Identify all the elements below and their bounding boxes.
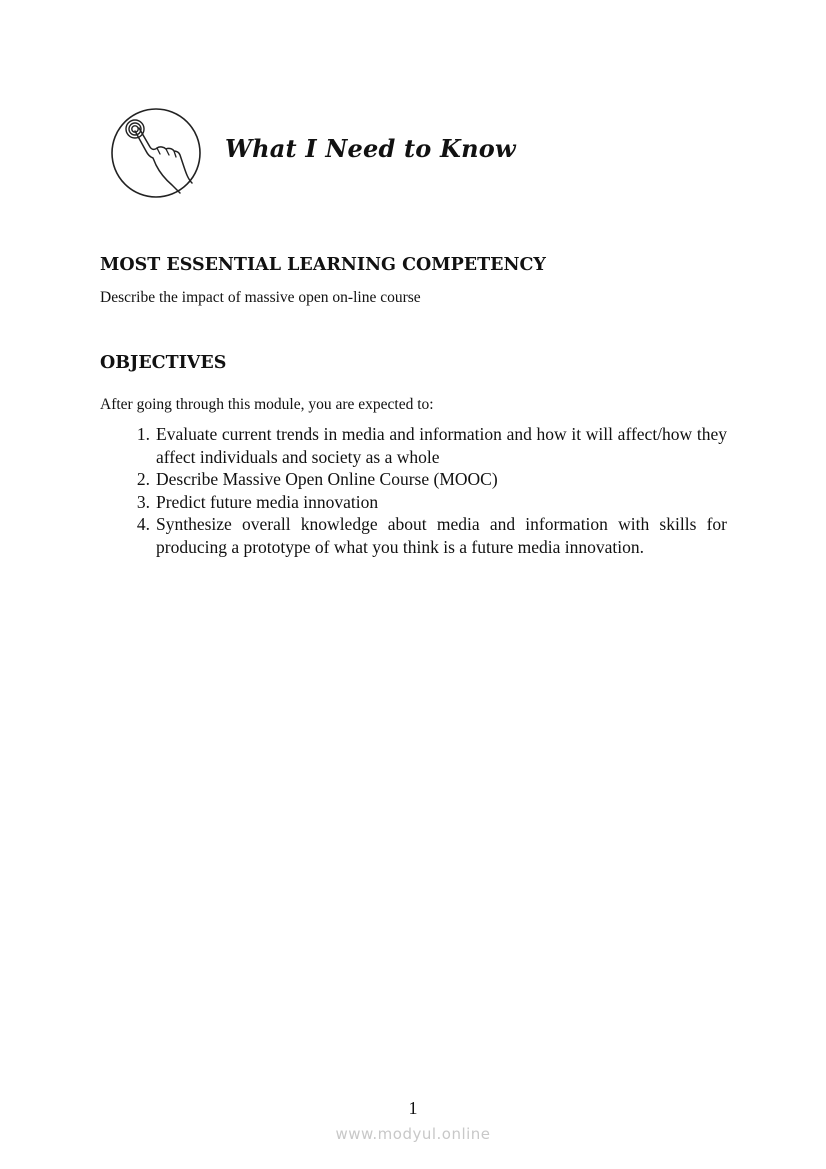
- list-item-number: 1.: [136, 424, 150, 444]
- competency-heading: MOST ESSENTIAL LEARNING COMPETENCY: [100, 255, 546, 275]
- objectives-intro: After going through this module, you are expected to:: [100, 396, 434, 413]
- list-item-text: Evaluate current trends in media and information and how it will affect/how they affect individuals and society as a whole: [156, 424, 727, 467]
- list-item-number: 3.: [136, 491, 150, 512]
- list-item: [100, 468, 727, 491]
- competency-text: Describe the impact of massive open on-line course: [100, 289, 421, 306]
- page-title: What I Need to Know: [225, 134, 516, 163]
- list-item-number: 2.: [136, 469, 150, 490]
- list-item: [100, 513, 727, 558]
- list-item: [100, 423, 727, 468]
- list-item: [100, 491, 727, 514]
- page-number: 1: [408, 1098, 418, 1118]
- list-item-text: Describe Massive Open Online Course (MOOC): [156, 469, 498, 490]
- list-item-text: Predict future media innovation: [156, 491, 379, 512]
- list-item-text: Synthesize overall knowledge about media and information with skills for producing a prototype of what you think is a future media innovation.: [156, 514, 727, 557]
- list-item-number: 4.: [136, 514, 150, 535]
- watermark: www.modyul.online: [335, 1125, 491, 1143]
- objectives-list: [100, 423, 727, 559]
- objectives-heading: OBJECTIVES: [100, 353, 227, 373]
- finger-touch-icon: [110, 107, 202, 199]
